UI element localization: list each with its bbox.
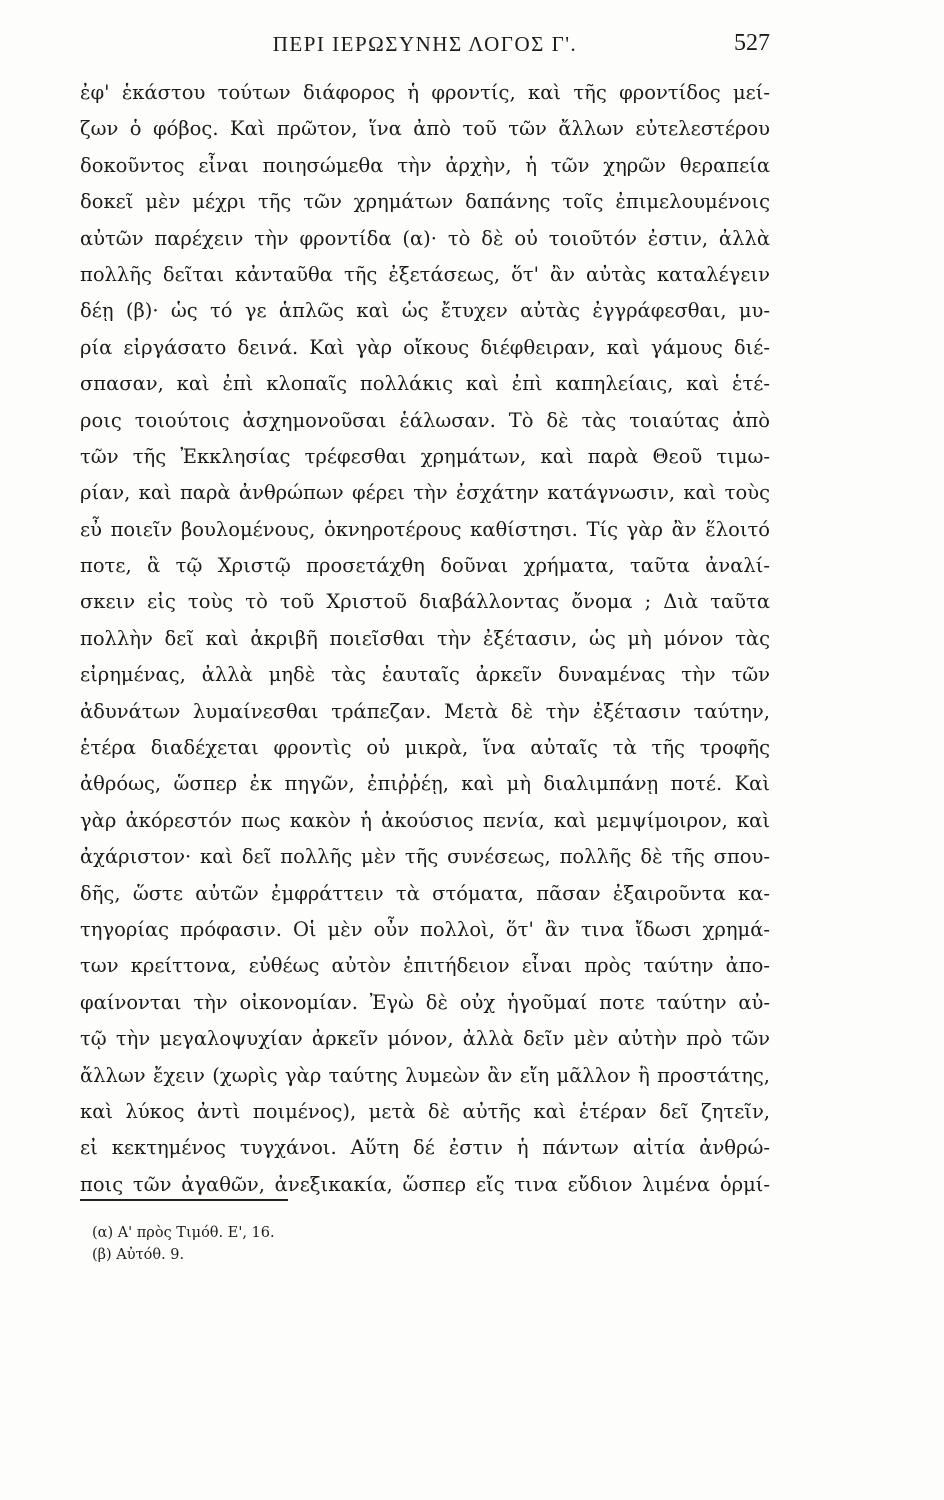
text-line: τηγορίας πρόφασιν. Οἱ μὲν οὖν πολλοὶ, ὅτ' ἂν τινα ἴδωσι χρημά- xyxy=(80,917,770,941)
text-line: δοκοῦντος εἶναι ποιησώμεθα τὴν ἀρχὴν, ἡ τῶν χηρῶν θεραπεία xyxy=(80,153,770,177)
text-line: ποτε, ἃ τῷ Χριστῷ προσετάχθη δοῦναι χρήματα, ταῦτα ἀναλί- xyxy=(80,554,770,578)
text-line: τῶν τῆς Ἐκκλησίας τρέφεσθαι χρημάτων, καὶ παρὰ Θεοῦ τιμω- xyxy=(80,444,770,468)
text-line: ρίαν, καὶ παρὰ ἀνθρώπων φέρει τὴν ἐσχάτην κατάγνωσιν, καὶ τοὺς xyxy=(80,481,770,505)
text-line: αὐτῶν παρέχειν τὴν φροντίδα (α)· τὸ δὲ οὐ τοιοῦτόν ἐστιν, ἀλλὰ xyxy=(80,226,770,250)
text-line: καὶ λύκος ἀντὶ ποιμένος), μετὰ δὲ αὐτῆς καὶ ἑτέραν δεῖ ζητεῖν, xyxy=(80,1099,770,1123)
text-line: δῆς, ὥστε αὐτῶν ἐμφράττειν τὰ στόματα, πᾶσαν ἐξαιροῦντα κα- xyxy=(80,881,770,905)
body-text xyxy=(80,75,770,1203)
text-line: πολλὴν δεῖ καὶ ἀκριβῆ ποιεῖσθαι τὴν ἐξέτασιν, ὡς μὴ μόνον τὰς xyxy=(80,626,770,650)
text-line: εἰ κεκτημένος τυγχάνοι. Αὕτη δέ ἐστιν ἡ πάντων αἰτία ἀνθρώ- xyxy=(80,1136,770,1160)
text-line: σπασαν, καὶ ἐπὶ κλοπαῖς πολλάκις καὶ ἐπὶ καπηλείαις, καὶ ἑτέ- xyxy=(80,372,770,396)
footnote-beta: (β) Αὐτόθ. 9. xyxy=(92,1247,185,1263)
text-line: ἄλλων ἔχειν (χωρὶς γὰρ ταύτης λυμεὼν ἂν εἴη μᾶλλον ἢ προστάτης, xyxy=(80,1063,770,1087)
text-line: τῷ τὴν μεγαλοψυχίαν ἀρκεῖν μόνον, ἀλλὰ δεῖν μὲν αὐτὴν πρὸ τῶν xyxy=(80,1027,770,1051)
text-line: ἀδυνάτων λυμαίνεσθαι τράπεζαν. Μετὰ δὲ τὴν ἐξέτασιν ταύτην, xyxy=(80,699,770,723)
text-line: δέῃ (β)· ὡς τό γε ἁπλῶς καὶ ὡς ἔτυχεν αὐτὰς ἐγγράφεσθαι, μυ- xyxy=(80,299,770,323)
text-line: ροις τοιούτοις ἀσχημονοῦσαι ἑάλωσαν. Τὸ δὲ τὰς τοιαύτας ἀπὸ xyxy=(80,408,770,432)
text-line: των κρείττονα, εὐθέως αὐτὸν ἐπιτήδειον εἶναι πρὸς ταύτην ἀπο- xyxy=(80,954,770,978)
page-header xyxy=(80,26,770,66)
text-line: πολλῆς δεῖται κἀνταῦθα τῆς ἐξετάσεως, ὅτ' ἂν αὐτὰς καταλέγειν xyxy=(80,262,770,286)
text-line: ποις τῶν ἀγαθῶν, ἀνεξικακία, ὥσπερ εἴς τινα εὔδιον λιμένα ὁρμί- xyxy=(80,1172,770,1196)
text-line: εἰρημένας, ἀλλὰ μηδὲ τὰς ἑαυταῖς ἀρκεῖν δυναμένας τὴν τῶν xyxy=(80,663,770,687)
text-line: ἐφ' ἑκάστου τούτων διάφορος ἡ φροντίς, καὶ τῆς φροντίδος μεί- xyxy=(80,81,770,104)
text-line: γὰρ ἀκόρεστόν πως κακὸν ἡ ἀκούσιος πενία, καὶ μεμψίμοιρον, καὶ xyxy=(80,808,770,832)
text-line: ζων ὁ φόβος. Καὶ πρῶτον, ἵνα ἀπὸ τοῦ τῶν ἄλλων εὐτελεστέρου xyxy=(80,117,770,141)
text-line: εὖ ποιεῖν βουλομένους, ὀκνηροτέρους καθίστησι. Τίς γὰρ ἂν ἕλοιτό xyxy=(80,517,770,541)
text-line: ἀθρόως, ὥσπερ ἐκ πηγῶν, ἐπιῤῥέῃ, καὶ μὴ διαλιμπάνῃ ποτέ. Καὶ xyxy=(80,772,770,796)
footnote-divider xyxy=(80,1199,288,1201)
footnote-alpha: (α) Α' πρὸς Τιμόθ. Ε', 16. xyxy=(92,1225,275,1241)
page-number: 527 xyxy=(734,30,770,56)
text-line: φαίνονται τὴν οἰκονομίαν. Ἐγὼ δὲ οὐχ ἡγοῦμαί ποτε ταύτην αὐ- xyxy=(80,990,770,1014)
text-line: δοκεῖ μὲν μέχρι τῆς τῶν χρημάτων δαπάνης τοῖς ἐπιμελουμένοις xyxy=(80,190,770,214)
text-line: σκειν εἰς τοὺς τὸ τοῦ Χριστοῦ διαβάλλοντας ὄνομα ; Διὰ ταῦτα xyxy=(80,590,770,614)
text-line: ρία εἰργάσατο δεινά. Καὶ γὰρ οἴκους διέφθειραν, καὶ γάμους διέ- xyxy=(80,335,770,359)
text-line: ἑτέρα διαδέχεται φροντὶς οὐ μικρὰ, ἵνα αὐταῖς τὰ τῆς τροφῆς xyxy=(80,736,770,760)
text-line: ἀχάριστον· καὶ δεῖ πολλῆς μὲν τῆς συνέσεως, πολλῆς δὲ τῆς σπου- xyxy=(80,845,770,869)
running-title: ΠΕΡΙ ΙΕΡΩΣΥΝΗΣ ΛΟΓΟΣ Γ'. xyxy=(272,32,578,56)
footnotes xyxy=(92,1222,275,1266)
